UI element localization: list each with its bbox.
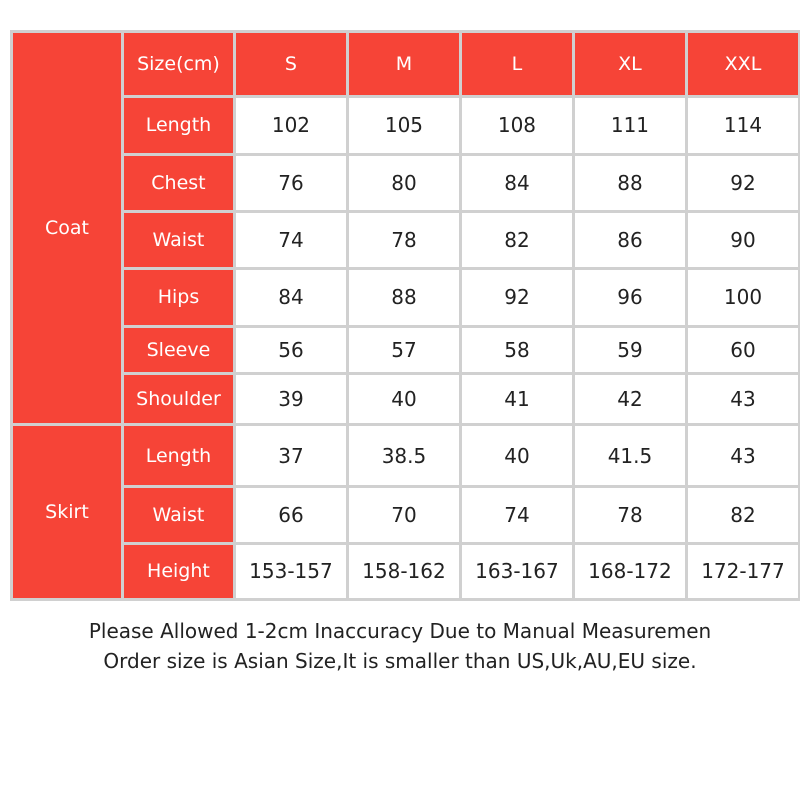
cell-value: 90: [688, 213, 798, 267]
cell-value: 96: [575, 270, 685, 324]
header-size-unit: Size(cm): [124, 33, 233, 95]
cell-value: 42: [575, 375, 685, 423]
row-label-skirt-height: Height: [124, 545, 233, 598]
cell-value: 82: [462, 213, 572, 267]
cell-value: 108: [462, 98, 572, 152]
cell-value: 37: [236, 426, 346, 485]
table-row: [13, 488, 798, 541]
cell-value: 43: [688, 426, 798, 485]
size-chart: [10, 30, 800, 601]
cell-value: 66: [236, 488, 346, 541]
cell-value: 60: [688, 328, 798, 372]
table-row: [13, 213, 798, 267]
cell-value: 41.5: [575, 426, 685, 485]
table-row: [13, 545, 798, 598]
cell-value: 168-172: [575, 545, 685, 598]
cell-value: 80: [349, 156, 459, 210]
cell-value: 86: [575, 213, 685, 267]
cell-value: 100: [688, 270, 798, 324]
cell-value: 40: [462, 426, 572, 485]
header-row: [13, 33, 798, 95]
table-row: [13, 328, 798, 372]
table-row: [13, 98, 798, 152]
header-size-xl: XL: [575, 33, 685, 95]
table-row: [13, 270, 798, 324]
cell-value: 172-177: [688, 545, 798, 598]
header-size-l: L: [462, 33, 572, 95]
cell-value: 84: [236, 270, 346, 324]
table-row: [13, 426, 798, 485]
size-table: [10, 30, 800, 601]
cell-value: 74: [462, 488, 572, 541]
row-label-coat-waist: Waist: [124, 213, 233, 267]
cell-value: 158-162: [349, 545, 459, 598]
cell-value: 43: [688, 375, 798, 423]
cell-value: 88: [349, 270, 459, 324]
cell-value: 38.5: [349, 426, 459, 485]
cell-value: 114: [688, 98, 798, 152]
cell-value: 74: [236, 213, 346, 267]
row-label-coat-chest: Chest: [124, 156, 233, 210]
cell-value: 92: [688, 156, 798, 210]
cell-value: 76: [236, 156, 346, 210]
table-row: [13, 375, 798, 423]
cell-value: 56: [236, 328, 346, 372]
size-notes: [0, 616, 800, 676]
note-inaccuracy: Please Allowed 1-2cm Inaccuracy Due to Manual Measuremen: [88, 619, 712, 643]
cell-value: 58: [462, 328, 572, 372]
header-size-m: M: [349, 33, 459, 95]
cell-value: 59: [575, 328, 685, 372]
cell-value: 78: [349, 213, 459, 267]
row-label-coat-length: Length: [124, 98, 233, 152]
cell-value: 88: [575, 156, 685, 210]
cell-value: 92: [462, 270, 572, 324]
group-label-skirt: Skirt: [13, 426, 121, 598]
row-label-skirt-length: Length: [124, 426, 233, 485]
cell-value: 40: [349, 375, 459, 423]
cell-value: 78: [575, 488, 685, 541]
row-label-coat-hips: Hips: [124, 270, 233, 324]
cell-value: 111: [575, 98, 685, 152]
header-size-xxl: XXL: [688, 33, 798, 95]
cell-value: 153-157: [236, 545, 346, 598]
table-row: [13, 156, 798, 210]
cell-value: 82: [688, 488, 798, 541]
cell-value: 105: [349, 98, 459, 152]
cell-value: 70: [349, 488, 459, 541]
cell-value: 102: [236, 98, 346, 152]
row-label-coat-shoulder: Shoulder: [124, 375, 233, 423]
note-asian-size: Order size is Asian Size,It is smaller than US,Uk,AU,EU size.: [103, 649, 697, 673]
group-label-coat: Coat: [13, 33, 121, 423]
row-label-coat-sleeve: Sleeve: [124, 328, 233, 372]
cell-value: 84: [462, 156, 572, 210]
cell-value: 163-167: [462, 545, 572, 598]
row-label-skirt-waist: Waist: [124, 488, 233, 541]
cell-value: 57: [349, 328, 459, 372]
header-size-s: S: [236, 33, 346, 95]
cell-value: 39: [236, 375, 346, 423]
cell-value: 41: [462, 375, 572, 423]
